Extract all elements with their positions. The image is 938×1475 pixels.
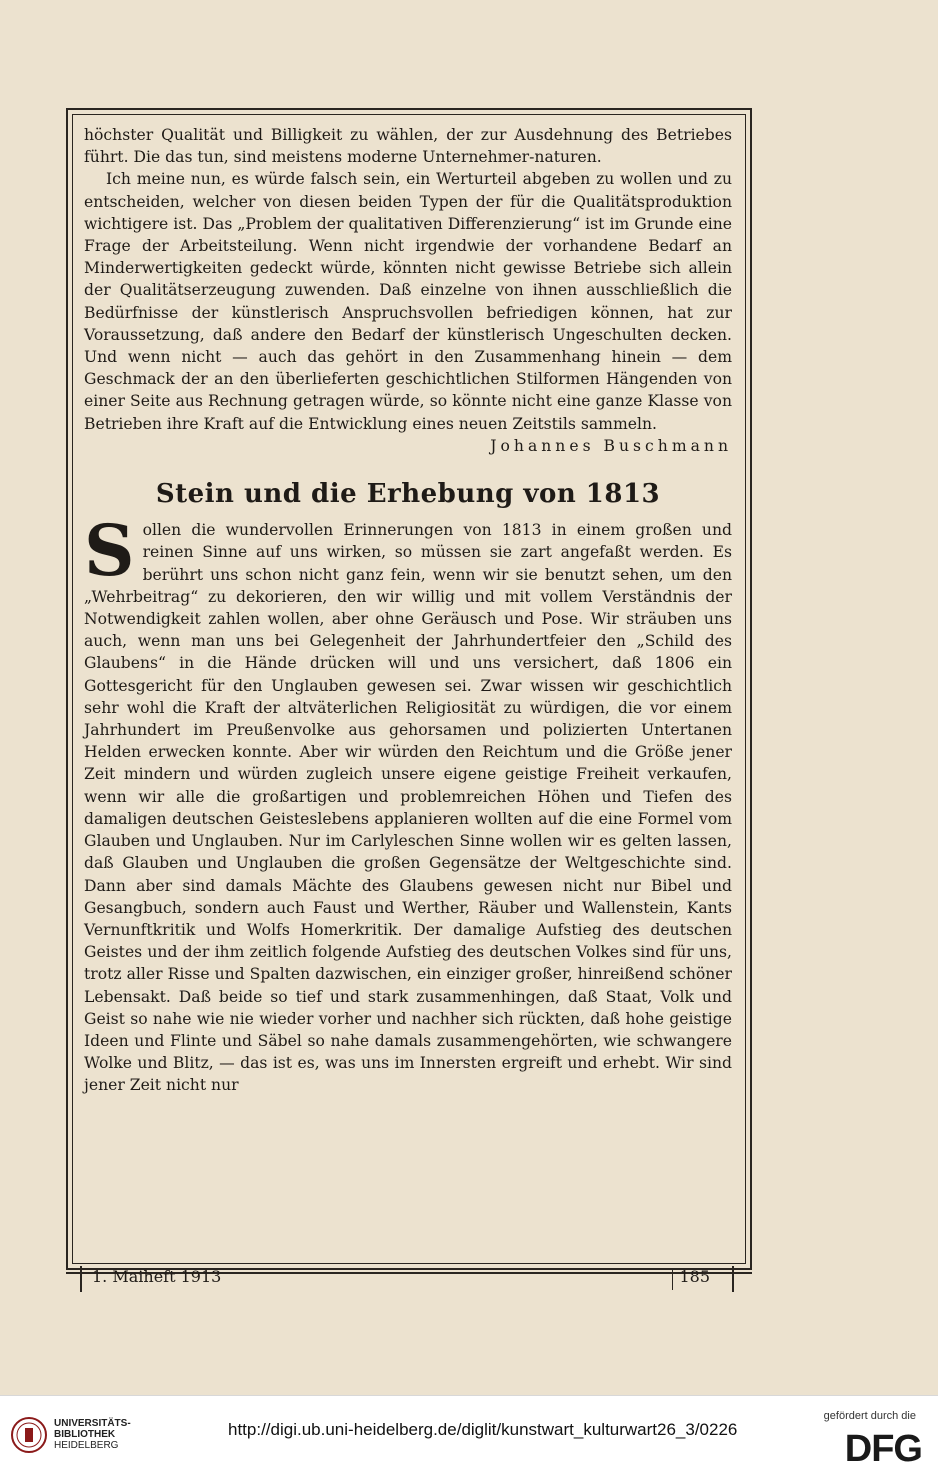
- article2-body: [84, 509, 732, 1096]
- footer-right-bar: [732, 1266, 734, 1292]
- institution-line-1: UNIVERSITÄTS-: [54, 1418, 131, 1429]
- footer-left-bar: [80, 1266, 82, 1292]
- viewer-bottom-bar: [0, 1395, 938, 1475]
- page-footer: [84, 1262, 732, 1292]
- institution-line-2: BIBLIOTHEK: [54, 1429, 116, 1440]
- article1-paragraph-2: Ich meine nun, es würde falsch sein, ein Werturteil abgeben zu wollen und zu entscheiden, welcher von diesen beiden Typen der für die Qualitätsproduktion wichtigere ist. Das „Problem der qualitativen Differenzierung“ ist im Grunde eine Frage der Arbeitsteilung. Wenn nicht irgendwie der vorhandene Bedarf an Minderwertigkeiten gedeckt würde, könnten nicht gewisse Betriebe sich allein der Qualitätserzeugung zuwenden. Daß einzelne von ihnen ausschließlich die Bedürfnisse der künstlerisch Anspruchsvollen befriedigen können, hat zur Voraussetzung, daß andere den Bedarf der künstlerisch Ungeschulten decken. Und wenn nicht — auch das gehört in den Zusammenhang hinein — dem Geschmack der an den überlieferten geschichtlichen Stilformen Hängenden von einer Seite aus Rechnung getragen würde, so könnte nicht eine ganze Klasse von Betrieben ihre Kraft auf die Entwicklung eines neuen Zeitstils sammeln.: [84, 170, 732, 433]
- article1-paragraph-1: höchster Qualität und Billigkeit zu wählen, der zur Ausdehnung des Betriebes führt. Die das tun, sind meistens moderne Unternehmer-naturen.: [84, 126, 732, 167]
- page-number: 185: [679, 1267, 710, 1286]
- permalink-url[interactable]: http://digi.ub.uni-heidelberg.de/diglit/kunstwart_kulturwart26_3/0226: [228, 1420, 738, 1439]
- funded-by-label: gefördert durch die: [823, 1410, 916, 1422]
- dfg-logo: DFG: [844, 1428, 922, 1470]
- article2-text: ollen die wundervollen Erinnerungen von 1813 in einem großen und reinen Sinne auf uns wirken, so müssen sie zart angefaßt werden. Es berührt uns schon nicht ganz fein, wenn wir sie benutzt sehen, um den „Wehrbeitrag“ zu dekorieren, den wir willig und mit vollem Verständnis der Notwendigkeit zahlen wollen, aber ohne Geräusch und Pose. Wir sträuben uns auch, wenn man uns bei Gelegenheit der Jahrhundertfeier den „Schild des Glaubens“ in die Hände drücken will und uns versichert, daß 1806 ein Gottesgericht für den Unglauben gewesen sei. Zwar wissen wir geschichtlich sehr wohl die Kraft der altväterlichen Religiosität zu würdigen, die vor einem Jahrhundert im Preußenvolke aus gehorsamen und polizierten Untertanen Helden erwecken konnte. Aber wir würden den Reichtum und die Größe jener Zeit mindern und würden zugleich unsere eigene geistige Freiheit verkaufen, wenn wir alle die großartigen und problemreichen Höhen und Tiefen des damaligen deutschen Geisteslebens applanieren wollten auf die eine Formel vom Glauben und Unglauben. Nur im Carlyleschen Sinne wollen wir es gelten lassen, daß Glauben und Unglauben die großen Gegensätze der Weltgeschichte sind. Dann aber sind damals Mächte des Glaubens gewesen nicht nur Bibel und Gesangbuch, sondern auch Faust und Werther, Räuber und Wallenstein, Kants Vernunftkritik und Wolfs Homerkritik. Der damalige Aufstieg des deutschen Geistes und der ihm zeitlich folgende Aufstieg des deutschen Volkes sind für uns, trotz aller Risse und Spalten dazwischen, ein einziger großer, hinreißend schöner Lebensakt. Daß beide so tief und stark zusammenhingen, daß Staat, Volk und Geist so nahe wie nie wieder vorher und nachher sich rückten, daß hohe geistige Ideen und Flinte und Säbel so nahe damals zusammengehörten, wie schwangere Wolke und Blitz, — das ist es, was uns im Innersten ergreift und erhebt. Wir sind jener Zeit nicht nur: [84, 521, 732, 1095]
- drop-cap: S: [84, 509, 135, 593]
- article2-heading: Stein und die Erhebung von 1813: [155, 479, 661, 510]
- author-name: Johannes Buschmann: [490, 436, 732, 455]
- institution-line-3: HEIDELBERG: [54, 1440, 119, 1451]
- signature-line: [84, 435, 732, 457]
- text-column: [84, 124, 732, 1097]
- institution-name: [54, 1418, 131, 1451]
- issue-label: 1. Maiheft 1913: [92, 1267, 222, 1286]
- university-seal-icon: [10, 1416, 48, 1454]
